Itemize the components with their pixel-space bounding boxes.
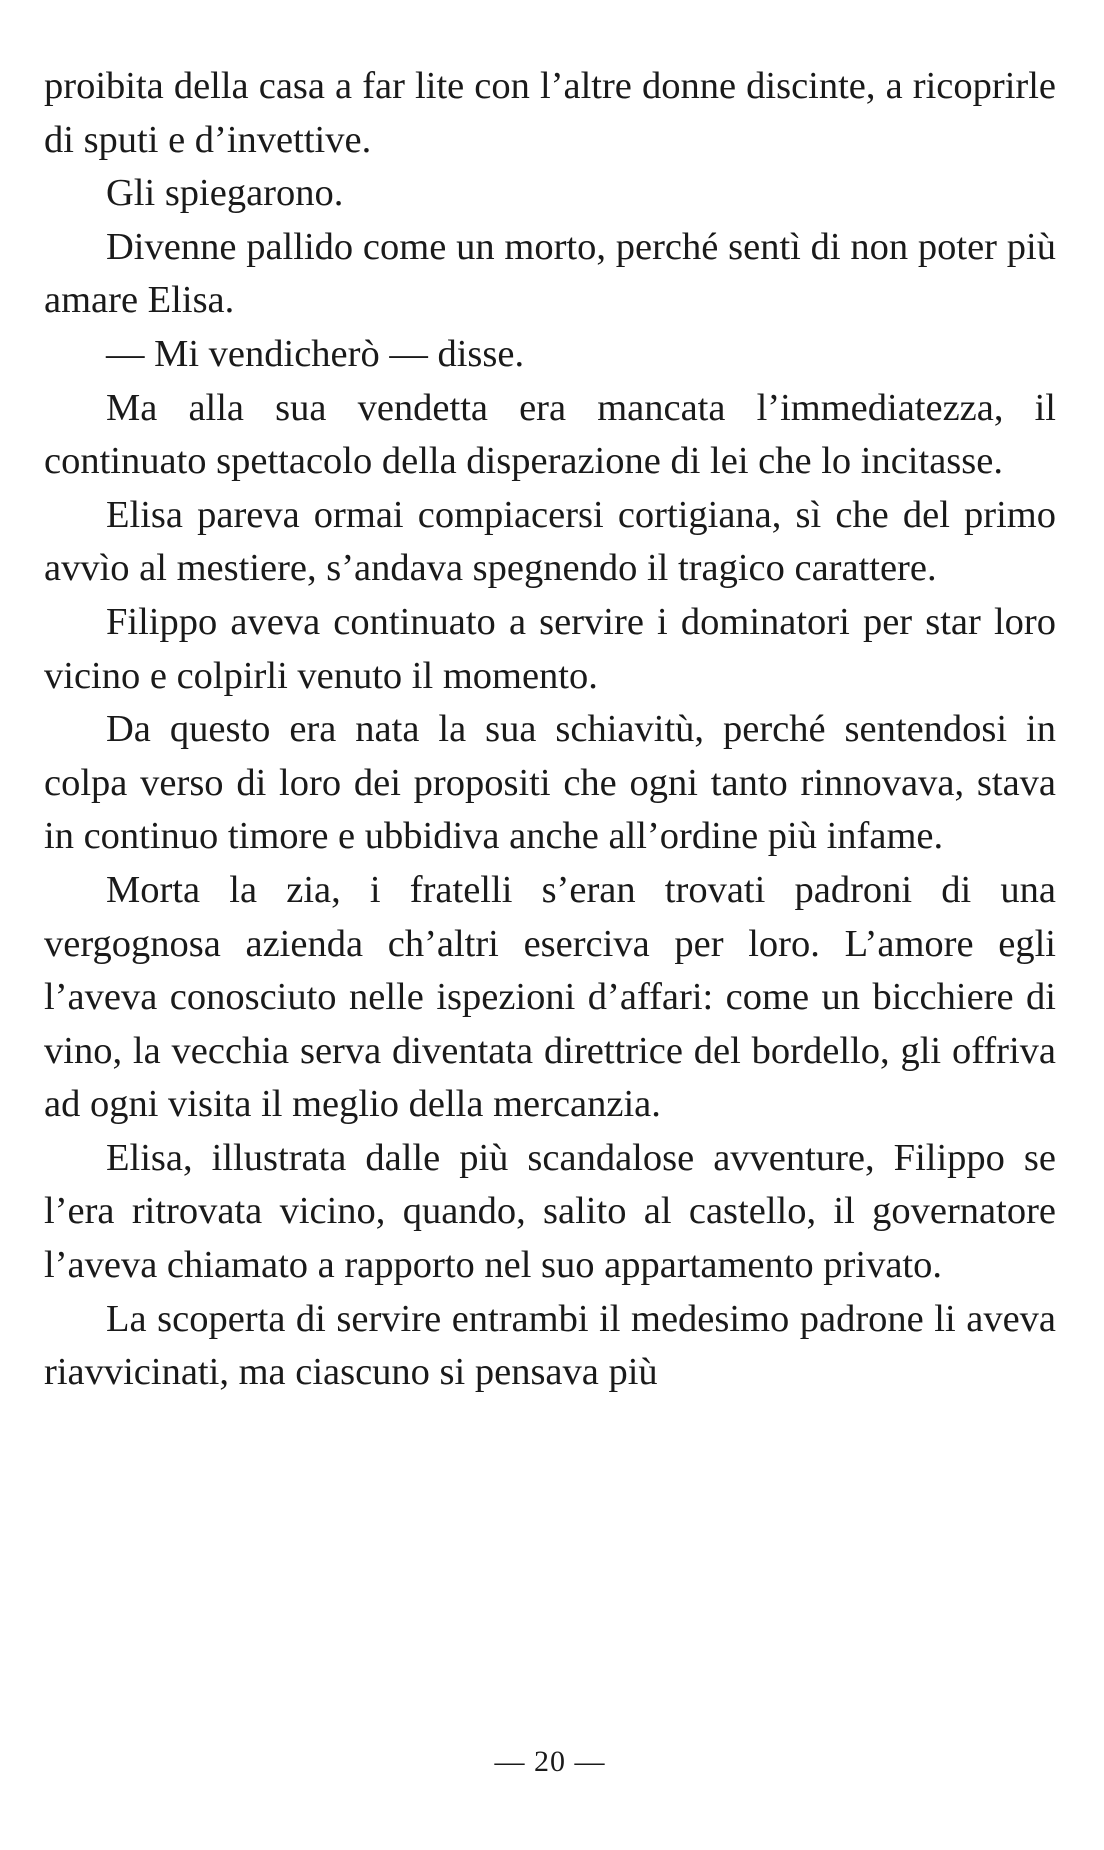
paragraph: Elisa, illustrata dalle più scandalose avventure, Filippo se l’era ritrovata vicino, quando, salito al castello, il governatore l’aveva chiamato a rapporto nel suo appartamento privato. — [44, 1136, 1056, 1287]
paragraph: proibita della casa a far lite con l’altre donne discinte, a ricoprirle di sputi e d’invettive. — [44, 65, 1056, 161]
paragraph: Divenne pallido come un morto, perché sentì di non poter più amare Elisa. — [44, 225, 1056, 322]
paragraph: Gli spiegarono. — [106, 172, 344, 215]
body-text — [44, 60, 1056, 1400]
book-page — [44, 0, 1056, 1850]
paragraph: — Mi vendicherò — disse. — [106, 332, 525, 375]
paragraph: Ma alla sua vendetta era mancata l’immediatezza, il continuato spettacolo della disperazione di lei che lo incitasse. — [44, 386, 1056, 483]
paragraph: Da questo era nata la sua schiavitù, perché sentendosi in colpa verso di loro dei propositi che ogni tanto rinnovava, stava in continuo timore e ubbidiva anche all’ordine più infame. — [44, 708, 1056, 858]
paragraph: La scoperta di servire entrambi il medesimo padrone li aveva riavvicinati, ma ciascuno si pensava più — [44, 1297, 1056, 1394]
paragraph: Morta la zia, i fratelli s’eran trovati padroni di una vergognosa azienda ch’altri eserciva per loro. L’amore egli l’aveva conosciuto nelle ispezioni d’affari: come un bicchiere di vino, la vecchia serva diventata direttrice del bordello, gli offriva ad ogni visita il meglio della mercanzia. — [44, 868, 1056, 1126]
paragraph: Filippo aveva continuato a servire i dominatori per star loro vicino e colpirli venuto il momento. — [44, 600, 1056, 697]
paragraph: Elisa pareva ormai compiacersi cortigiana, sì che del primo avvìo al mestiere, s’andava spegnendo il tragico carattere. — [44, 493, 1056, 590]
page-number: — 20 — — [494, 1745, 606, 1778]
